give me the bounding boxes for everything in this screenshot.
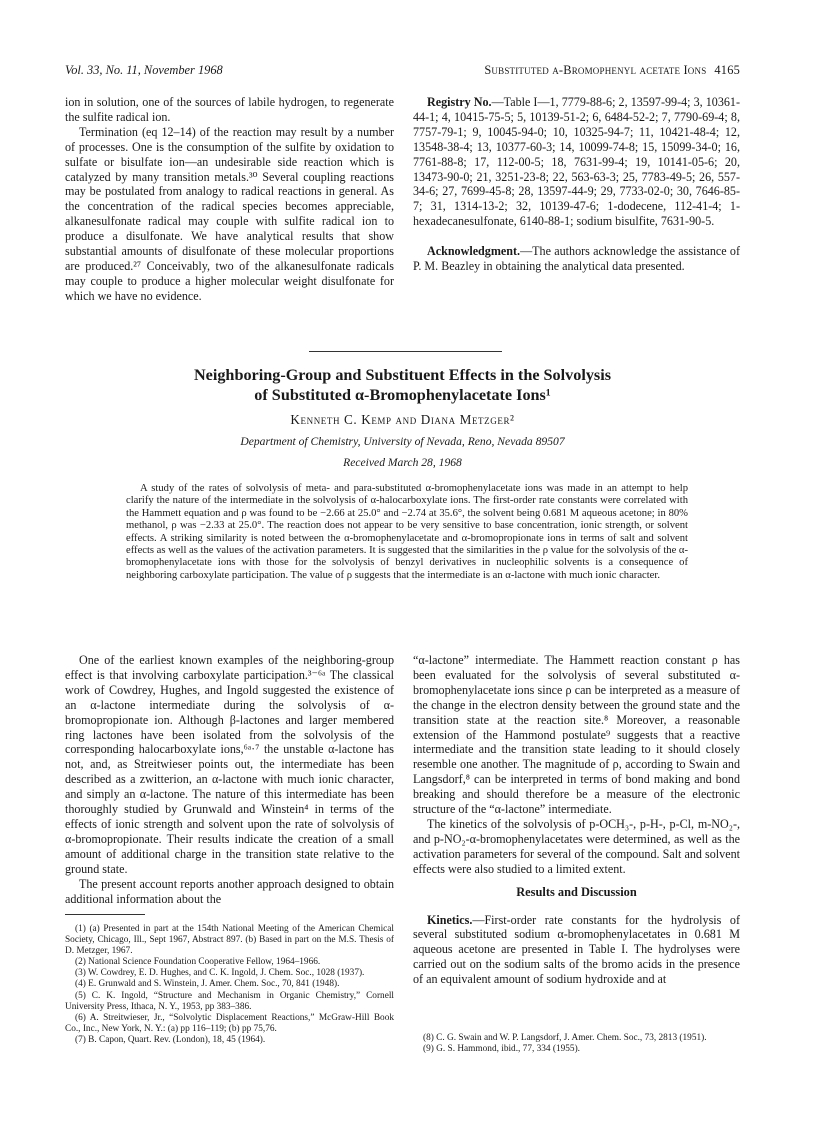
paragraph: The present account reports another approach designed to obtain additional information about the	[65, 876, 394, 906]
footnote: (4) E. Grunwald and S. Winstein, J. Amer. Chem. Soc., 70, 841 (1948).	[75, 979, 340, 990]
acknowledgment-paragraph	[413, 244, 740, 274]
running-title: Substituted α-Bromophenyl acetate Ions	[484, 63, 707, 77]
article-title	[65, 365, 740, 405]
journal-citation: Vol. 33, No. 11, November 1968	[65, 63, 223, 77]
abstract	[126, 483, 688, 582]
section-heading: Results and Discussion	[516, 884, 637, 899]
kinetics-text: —First-order rate constants for the hydrolysis of several substituted sodium α-bromophenylacetates in 0.681 M aqueous acetone are presented in Table I. The hydrolyses were carried out on the sodium salts of the bromo acids in the presence of an equivalent amount of sodium hydroxide and at	[413, 912, 740, 987]
authors: Kenneth C. Kemp and Diana Metzger²	[290, 412, 515, 427]
kinetics-paragraph	[413, 913, 740, 988]
footnote-rule	[65, 914, 145, 915]
footnote: (7) B. Capon, Quart. Rev. (London), 18, 45 (1964).	[75, 1034, 266, 1045]
top-left-column	[65, 95, 394, 304]
paragraph: The kinetics of the solvolysis of p-OCH₃-, p-H-, p-Cl, m-NO₂-, and p-NO₂-α-bromophenylacetates were determined, as well as the activation parameters for several of the compound. Salt and solvent effects were also studied to a limited extent.	[413, 816, 740, 876]
paragraph: “α-lactone” intermediate. The Hammett reaction constant ρ has been evaluated for the solvolysis of several substituted α-bromophenylacetate ions since ρ can be interpreted as a measure of the change in the electron density between the ground state and the transition state at the reaction site.⁸ Moreover, a reasonable extension of the Hammond postulate⁹ suggests that a reactive intermediate and the transition state leading to it should closely resemble one another. The magnitude of ρ, according to Swain and Langsdorf,⁸ can be interpreted in terms of bond making and bond breaking and should therefore be a measure of the electronic structure of the “α-lactone” intermediate.	[413, 653, 740, 817]
registry-paragraph	[413, 95, 740, 229]
footnote: (8) C. G. Swain and W. P. Langsdorf, J. Amer. Chem. Soc., 73, 2813 (1951).	[423, 1033, 707, 1043]
article-divider	[309, 351, 502, 352]
body-left-column	[65, 653, 394, 906]
running-head	[65, 63, 740, 81]
footnote: (3) W. Cowdrey, E. D. Hughes, and C. K. Ingold, J. Chem. Soc., 1028 (1937).	[75, 968, 365, 979]
registry-text: —Table I—1, 7779-88-6; 2, 13597-99-4; 3, 10361-44-1; 4, 10415-75-5; 5, 10139-51-2; 6, 6484-52-2; 7, 7790-69-4; 8, 7757-79-1; 9, 10045-94-0; 10, 10325-94-7; 11, 10421-48-4; 12, 13548-38-4; 13, 10377-60-3; 14, 10099-74-8; 15, 15099-34-0; 16, 7761-88-8; 17, 112-00-5; 18, 7631-99-4; 19, 10141-05-6; 20, 13473-90-0; 21, 3251-23-8; 22, 563-63-3; 25, 7783-49-5; 26, 557-34-6; 27, 7699-45-8; 28, 13597-44-9; 29, 7733-02-0; 30, 7646-85-7; 31, 1314-13-2; 32, 10139-47-6; 1-dodecene, 112-41-4; 1-hexadecanesulfonate, 6140-88-1; sodium bisulfite, 7631-90-5.	[413, 95, 741, 229]
body-right-column	[413, 653, 740, 987]
title-line: Neighboring-Group and Substituent Effects in the Solvolysis	[193, 366, 612, 384]
registry-label: Registry No.	[427, 95, 492, 109]
acknowledgment-text: —The authors acknowledge the assistance of P. M. Beazley in obtaining the analytical data presented.	[413, 244, 740, 274]
running-title-block	[484, 63, 740, 78]
paragraph: ion in solution, one of the sources of labile hydrogen, to regenerate the sulfite radical ion.	[65, 95, 394, 124]
footnotes-left	[65, 924, 394, 1046]
footnote: (2) National Science Foundation Cooperative Fellow, 1964–1966.	[75, 957, 321, 968]
received-date: Received March 28, 1968	[343, 456, 462, 469]
footnotes-right	[413, 1033, 740, 1055]
affiliation: Department of Chemistry, University of Nevada, Reno, Nevada 89507	[240, 435, 565, 448]
footnote: (9) G. S. Hammond, ibid., 77, 334 (1955).	[423, 1044, 581, 1055]
paragraph: Termination (eq 12–14) of the reaction may result by a number of processes. One is the consumption of the sulfite by oxidation to sulfate or bisulfate ion—an undesirable side reaction which is catalyzed by many transition metals.³⁰ Several coupling reactions may be postulated from analogy to radical reactions in general. As the concentration of the radical species becomes appreciable, alkanesulfonate radical may couple with sulfite radical ion to produce a disulfonate. We have analytical results that show substantial amounts of disulfonate of these molecular proportions are produced.²⁷ Conceivably, two of the alkanesulfonate radicals may couple to produce a higher molecular weight disulfonate for which we have no evidence.	[65, 124, 394, 303]
top-right-column	[413, 95, 740, 274]
footnote: (1) (a) Presented in part at the 154th National Meeting of the American Chemical Society, Chicago, Ill., Sept 1967, Abstract 897. (b) Based in part on the M.S. Thesis of D. Metzger, 1967.	[65, 924, 394, 957]
footnote: (6) A. Streitwieser, Jr., “Solvolytic Displacement Reactions,” McGraw-Hill Book Co., Inc., New York, N. Y.: (a) pp 116–119; (b) pp 75,76.	[65, 1012, 394, 1034]
page-number: 4165	[714, 63, 740, 77]
acknowledgment-label: Acknowledgment.	[427, 244, 521, 259]
paragraph: One of the earliest known examples of the neighboring-group effect is that involving carboxylate participation.³⁻⁶ᵃ The classical work of Cowdrey, Hughes, and Ingold suggested the existence of an α-lactone intermediate during the solvolysis of α-bromopropionate ion. Although β-lactones and larger membered ring lactones have been isolated from the solvolysis of the corresponding halocarboxylate ions,⁶ᵃ·⁷ the unstable α-lactone has not, and, as Streitwieser points out, the intermediate has been described as a zwitterion, an α-lactone with much ionic character, and simply an α-lactone. The nature of this intermediate has been thoroughly studied by Grunwald and Winstein⁴ in terms of the effects of ionic strength and solvent upon the rate of solvolysis of α-bromopropionate. Their results indicate the creation of a small amount of additional charge in the transition state relative to the ground state.	[65, 653, 394, 876]
kinetics-label: Kinetics.	[427, 912, 473, 927]
title-line: of Substituted α-Bromophenylacetate Ions¹	[254, 386, 551, 404]
footnote: (5) C. K. Ingold, “Structure and Mechanism in Organic Chemistry,” Cornell University Press, Ithaca, N. Y., 1953, pp 383–386.	[65, 990, 394, 1012]
abstract-text: A study of the rates of solvolysis of meta- and para-substituted α-bromophenylacetate ions was made in an attempt to help clarify the nature of the intermediate in the solvolysis of α-halocarboxylate ions. The first-order rate constants were correlated with the Hammett equation and ρ was found to be −2.66 at 25.0° and −2.74 at 35.6°, the solvent being 0.681 M aqueous acetone; in 80% methanol, ρ was −2.33 at 25.0°. The reaction does not appear to be very sensitive to base concentration, ionic strength, or solvent effects. A striking similarity is noted between the α-bromophenylacetate and α-bromopropionate ions in terms of salt and solvent effects as well as the values of the activation parameters. It is suggested that the similarities in the ρ value for the solvolysis of the α-bromophenylacetate ions with those for the solvolysis of benzyl derivatives in nucleophilic solvents is a consequence of neighboring carboxylate participation. The value of ρ suggests that the intermediate is an α-lactone with much ionic character.	[126, 483, 688, 581]
